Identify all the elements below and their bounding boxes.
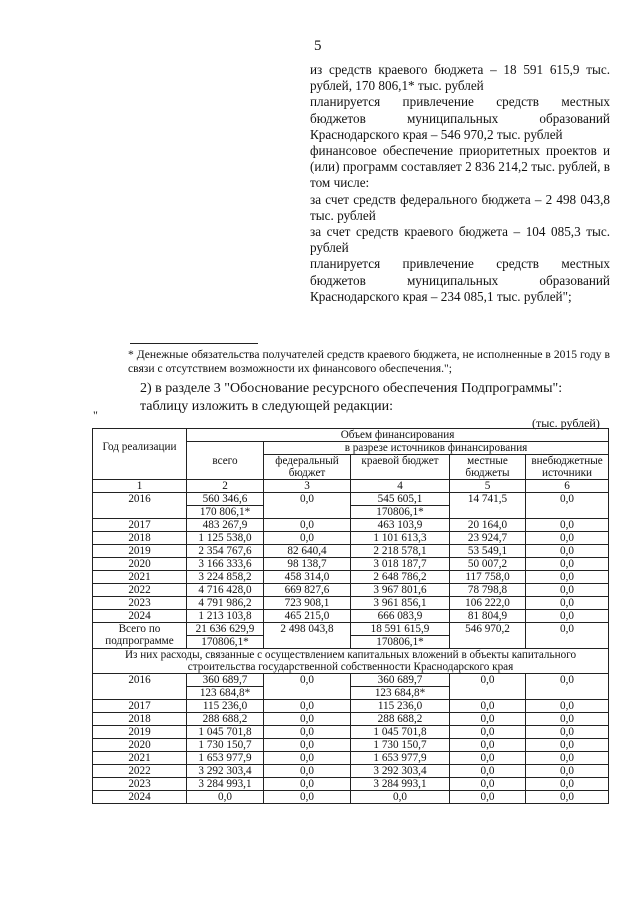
table-row <box>93 558 609 571</box>
extrabudget-cell: 0,0 <box>526 623 609 649</box>
year-cell: 2018 <box>93 532 187 545</box>
year-cell: 2016 <box>93 674 187 700</box>
regional-cell: 1 045 701,8 <box>351 726 450 739</box>
table-row <box>93 584 609 597</box>
year-cell: 2022 <box>93 584 187 597</box>
federal-cell: 0,0 <box>264 726 351 739</box>
total-cell: 1 045 701,8 <box>187 726 264 739</box>
federal-cell: 0,0 <box>264 791 351 804</box>
header-regional: краевой бюджет <box>351 455 450 480</box>
extrabudget-cell: 0,0 <box>526 597 609 610</box>
total-cell <box>187 493 264 519</box>
header-federal: федеральный бюджет <box>264 455 351 480</box>
year-cell: 2022 <box>93 765 187 778</box>
regional-value: 18 591 615,9 <box>370 623 430 635</box>
table-row <box>93 519 609 532</box>
total-cell: 1 125 538,0 <box>187 532 264 545</box>
summary-paragraph: планируется привлечение средств местных бюджетов муниципальных образований Краснодарского края – 546 970,2 тыс. рублей <box>310 94 610 142</box>
total-cell: 2 354 767,6 <box>187 545 264 558</box>
extrabudget-cell: 0,0 <box>526 700 609 713</box>
table-row <box>93 610 609 623</box>
total-cell: 483 267,9 <box>187 519 264 532</box>
local-cell: 50 007,2 <box>450 558 526 571</box>
federal-cell: 2 498 043,8 <box>264 623 351 649</box>
table-row <box>93 493 609 519</box>
extrabudget-cell: 0,0 <box>526 558 609 571</box>
local-cell: 0,0 <box>450 700 526 713</box>
total-value-extra: 123 684,8* <box>187 686 263 699</box>
summary-paragraph: планируется привлечение средств местных бюджетов муниципальных образований Краснодарского края – 234 085,1 тыс. рублей"; <box>310 256 610 304</box>
total-value: 360 689,7 <box>202 674 248 686</box>
regional-cell <box>351 623 450 649</box>
table-row <box>93 545 609 558</box>
table-row <box>93 571 609 584</box>
regional-cell: 1 101 613,3 <box>351 532 450 545</box>
extrabudget-cell: 0,0 <box>526 545 609 558</box>
amendment-line: таблицу изложить в следующей редакции: <box>140 399 394 414</box>
total-cell: 288 688,2 <box>187 713 264 726</box>
table-row <box>93 778 609 791</box>
total-value-extra: 170 806,1* <box>187 505 263 518</box>
local-cell: 23 924,7 <box>450 532 526 545</box>
summary-paragraph: финансовое обеспечение приоритетных проектов и (или) программ составляет 2 836 214,2 тыс. рублей, в том числе: <box>310 143 610 191</box>
local-cell: 0,0 <box>450 791 526 804</box>
table-row-total <box>93 623 609 649</box>
local-cell: 0,0 <box>450 778 526 791</box>
federal-cell: 0,0 <box>264 674 351 700</box>
extrabudget-cell: 0,0 <box>526 791 609 804</box>
total-cell: 4 716 428,0 <box>187 584 264 597</box>
header-year: Год реализации <box>93 429 187 480</box>
federal-cell: 0,0 <box>264 752 351 765</box>
year-cell: 2021 <box>93 752 187 765</box>
federal-cell: 0,0 <box>264 778 351 791</box>
year-cell: 2019 <box>93 726 187 739</box>
capital-investment-subheader: Из них расходы, связанные с осуществлением капитальных вложений в объекты капитального строительства государственной собственности Краснодарского края <box>93 649 609 674</box>
local-cell: 14 741,5 <box>450 493 526 519</box>
regional-cell: 2 648 786,2 <box>351 571 450 584</box>
year-cell: 2020 <box>93 558 187 571</box>
local-cell: 546 970,2 <box>450 623 526 649</box>
year-cell: 2023 <box>93 597 187 610</box>
regional-cell: 666 083,9 <box>351 610 450 623</box>
local-cell: 0,0 <box>450 752 526 765</box>
table-row <box>93 532 609 545</box>
regional-cell: 1 653 977,9 <box>351 752 450 765</box>
local-cell: 0,0 <box>450 713 526 726</box>
extrabudget-cell: 0,0 <box>526 532 609 545</box>
year-cell: Всего по подпрограмме <box>93 623 187 649</box>
summary-paragraph: из средств краевого бюджета – 18 591 615,9 тыс. рублей, 170 806,1* тыс. рублей <box>310 62 610 94</box>
total-cell: 3 224 858,2 <box>187 571 264 584</box>
summary-paragraph: за счет средств краевого бюджета – 104 085,3 тыс. рублей <box>310 224 610 256</box>
local-cell: 0,0 <box>450 726 526 739</box>
regional-value-extra: 170806,1* <box>351 505 449 518</box>
total-cell <box>187 623 264 649</box>
year-cell: 2017 <box>93 700 187 713</box>
extrabudget-cell: 0,0 <box>526 519 609 532</box>
federal-cell: 82 640,4 <box>264 545 351 558</box>
table-row <box>93 700 609 713</box>
table-row <box>93 791 609 804</box>
year-cell: 2024 <box>93 610 187 623</box>
summary-paragraph: за счет средств федерального бюджета – 2 498 043,8 тыс. рублей <box>310 191 610 223</box>
header-local: местные бюджеты <box>450 455 526 480</box>
regional-cell: 463 103,9 <box>351 519 450 532</box>
extrabudget-cell: 0,0 <box>526 726 609 739</box>
amendment-item <box>128 380 608 416</box>
table-row <box>93 752 609 765</box>
regional-cell: 3 284 993,1 <box>351 778 450 791</box>
header-total: всего <box>187 442 264 480</box>
budget-summary-text <box>310 62 610 305</box>
local-cell: 53 549,1 <box>450 545 526 558</box>
page-number: 5 <box>314 38 322 54</box>
regional-cell <box>351 493 450 519</box>
column-number: 4 <box>351 480 450 493</box>
regional-cell: 3 292 303,4 <box>351 765 450 778</box>
regional-value: 360 689,7 <box>377 674 423 686</box>
federal-cell: 723 908,1 <box>264 597 351 610</box>
federal-cell: 0,0 <box>264 700 351 713</box>
table-row <box>93 674 609 700</box>
total-cell: 1 653 977,9 <box>187 752 264 765</box>
extrabudget-cell: 0,0 <box>526 765 609 778</box>
column-number: 6 <box>526 480 609 493</box>
regional-cell <box>351 674 450 700</box>
total-value: 560 346,6 <box>202 493 248 505</box>
column-number: 1 <box>93 480 187 493</box>
extrabudget-cell: 0,0 <box>526 778 609 791</box>
total-cell: 4 791 986,2 <box>187 597 264 610</box>
table-row <box>93 765 609 778</box>
year-cell: 2019 <box>93 545 187 558</box>
total-cell: 3 292 303,4 <box>187 765 264 778</box>
federal-cell: 0,0 <box>264 713 351 726</box>
year-cell: 2017 <box>93 519 187 532</box>
year-cell: 2023 <box>93 778 187 791</box>
total-cell: 3 166 333,6 <box>187 558 264 571</box>
regional-value: 545 605,1 <box>377 493 423 505</box>
footnote <box>128 348 610 376</box>
regional-value-extra: 170806,1* <box>351 635 449 648</box>
extrabudget-cell: 0,0 <box>526 610 609 623</box>
regional-cell: 3 961 856,1 <box>351 597 450 610</box>
opening-quote: " <box>93 408 98 422</box>
regional-cell: 115 236,0 <box>351 700 450 713</box>
federal-cell: 458 314,0 <box>264 571 351 584</box>
regional-cell: 2 218 578,1 <box>351 545 450 558</box>
regional-cell: 0,0 <box>351 791 450 804</box>
year-cell: 2021 <box>93 571 187 584</box>
federal-cell: 0,0 <box>264 765 351 778</box>
total-cell: 1 213 103,8 <box>187 610 264 623</box>
local-cell: 78 798,8 <box>450 584 526 597</box>
year-cell: 2020 <box>93 739 187 752</box>
regional-cell: 3 967 801,6 <box>351 584 450 597</box>
extrabudget-cell: 0,0 <box>526 752 609 765</box>
financing-table <box>92 428 609 804</box>
local-cell: 20 164,0 <box>450 519 526 532</box>
total-cell: 0,0 <box>187 791 264 804</box>
column-number: 5 <box>450 480 526 493</box>
table-row <box>93 713 609 726</box>
extrabudget-cell: 0,0 <box>526 674 609 700</box>
column-number: 3 <box>264 480 351 493</box>
year-cell: 2016 <box>93 493 187 519</box>
total-cell <box>187 674 264 700</box>
federal-cell: 0,0 <box>264 519 351 532</box>
column-number: 2 <box>187 480 264 493</box>
year-cell: 2024 <box>93 791 187 804</box>
table-row <box>93 726 609 739</box>
footnote-separator <box>130 343 258 344</box>
header-volume: Объем финансирования <box>187 429 609 442</box>
local-cell: 81 804,9 <box>450 610 526 623</box>
federal-cell: 669 827,6 <box>264 584 351 597</box>
local-cell: 0,0 <box>450 674 526 700</box>
amendment-line: 2) в разделе 3 "Обоснование ресурсного обеспечения Подпрограммы": <box>140 381 563 396</box>
federal-cell: 98 138,7 <box>264 558 351 571</box>
regional-cell: 288 688,2 <box>351 713 450 726</box>
federal-cell: 0,0 <box>264 493 351 519</box>
extrabudget-cell: 0,0 <box>526 713 609 726</box>
local-cell: 0,0 <box>450 765 526 778</box>
local-cell: 0,0 <box>450 739 526 752</box>
regional-cell: 3 018 187,7 <box>351 558 450 571</box>
regional-value-extra: 123 684,8* <box>351 686 449 699</box>
total-value: 21 636 629,9 <box>195 623 255 635</box>
year-cell: 2018 <box>93 713 187 726</box>
extrabudget-cell: 0,0 <box>526 739 609 752</box>
total-value-extra: 170806,1* <box>187 635 263 648</box>
table-row <box>93 597 609 610</box>
unit-label: (тыс. рублей) <box>532 416 600 430</box>
federal-cell: 465 215,0 <box>264 610 351 623</box>
header-sources: в разрезе источников финансирования <box>264 442 609 455</box>
total-cell: 115 236,0 <box>187 700 264 713</box>
header-extrabudget: внебюджетные источники <box>526 455 609 480</box>
table-row <box>93 739 609 752</box>
extrabudget-cell: 0,0 <box>526 493 609 519</box>
local-cell: 117 758,0 <box>450 571 526 584</box>
footnote-text: * Денежные обязательства получателей средств краевого бюджета, не исполненные в 2015 году в связи с отсутствием возможности их финансового обеспечения."; <box>128 348 610 375</box>
local-cell: 106 222,0 <box>450 597 526 610</box>
extrabudget-cell: 0,0 <box>526 584 609 597</box>
total-cell: 3 284 993,1 <box>187 778 264 791</box>
extrabudget-cell: 0,0 <box>526 571 609 584</box>
federal-cell: 0,0 <box>264 532 351 545</box>
federal-cell: 0,0 <box>264 739 351 752</box>
regional-cell: 1 730 150,7 <box>351 739 450 752</box>
total-cell: 1 730 150,7 <box>187 739 264 752</box>
